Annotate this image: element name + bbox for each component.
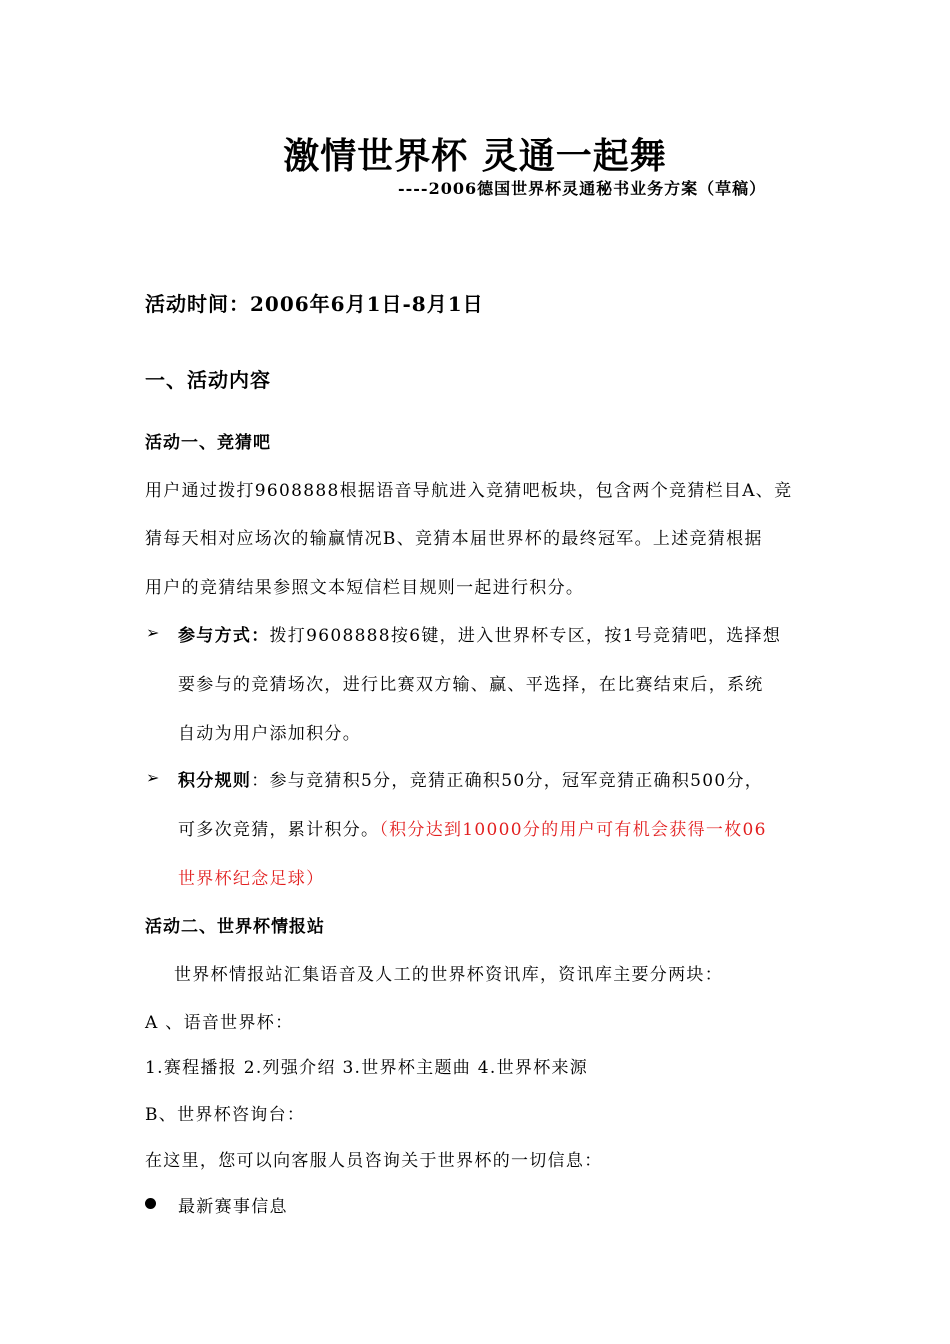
highlight-text: 世界杯纪念足球） [178, 869, 325, 889]
arrow-bullet-icon: ➢ [146, 623, 160, 642]
section-heading: 一、活动内容 [145, 368, 271, 392]
dot-bullet-icon [145, 1198, 156, 1209]
arrow-bullet-icon: ➢ [146, 768, 160, 787]
activity1-heading: 活动一、竞猜吧 [145, 433, 271, 453]
paragraph-line: 猜每天相对应场次的输赢情况B、竞猜本届世界杯的最终冠军。上述竞猜根据 [145, 529, 763, 549]
bullet-text: 可多次竞猜，累计积分。 [178, 820, 380, 840]
paragraph-line: 用户的竞猜结果参照文本短信栏目规则一起进行积分。 [145, 578, 585, 598]
document-subtitle: ----2006德国世界杯灵通秘书业务方案（草稿） [398, 179, 767, 198]
paragraph-line: 用户通过拨打9608888根据语音导航进入竞猜吧板块，包含两个竞猜栏目A、竞 [145, 481, 793, 501]
paragraph-line: 在这里，您可以向客服人员咨询关于世界杯的一切信息： [145, 1151, 603, 1171]
subsection-label: A 、语音世界杯： [145, 1013, 294, 1033]
document-title: 激情世界杯 灵通一起舞 [283, 135, 667, 177]
bullet-label: 积分规则 [178, 771, 252, 791]
bullet-label: 参与方式： [178, 626, 270, 646]
bullet-text: 拨打9608888按6键，进入世界杯专区，按1号竞猜吧，选择想 [269, 626, 782, 646]
subsection-label: B、世界杯咨询台： [145, 1105, 306, 1125]
activity-time: 活动时间：2006年6月1日-8月1日 [145, 292, 484, 316]
bullet-line: 最新赛事信息 [178, 1197, 288, 1217]
activity2-heading: 活动二、世界杯情报站 [145, 917, 325, 937]
bullet-text: ：参与竞猜积5分，竞猜正确积50分，冠军竞猜正确积500分， [251, 771, 764, 791]
paragraph-line: 世界杯情报站汇集语音及人工的世界杯资讯库，资讯库主要分两块： [174, 965, 723, 985]
bullet-line [178, 621, 781, 646]
bullet-line: 要参与的竞猜场次，进行比赛双方输、赢、平选择，在比赛结束后，系统 [178, 675, 764, 695]
bullet-line [178, 766, 763, 791]
bullet-line [178, 815, 767, 840]
item-list: 1.赛程播报 2.列强介绍 3.世界杯主题曲 4.世界杯来源 [145, 1058, 589, 1078]
highlight-text: （积分达到10000分的用户可有机会获得一枚06 [379, 820, 767, 840]
bullet-line: 自动为用户添加积分。 [178, 724, 361, 744]
